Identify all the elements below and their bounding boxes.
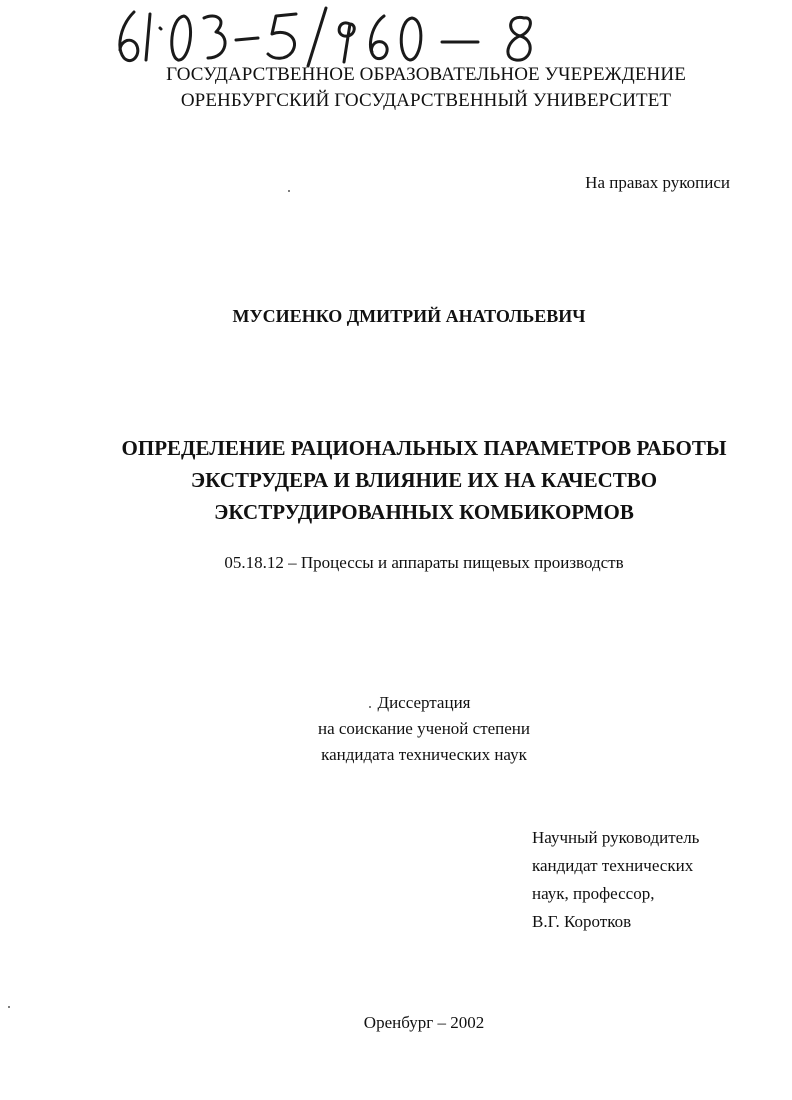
specialty-code: 05.18.12 – Процессы и аппараты пищевых производств xyxy=(224,553,624,572)
city-year: Оренбург – 2002 xyxy=(363,1013,485,1032)
manuscript-rights-note: На правах рукописи xyxy=(585,173,730,192)
supervisor-line-3: наук, профессор, xyxy=(532,884,655,903)
scan-speck xyxy=(288,190,290,192)
handwritten-registration-number xyxy=(112,4,572,70)
thesis-title xyxy=(0,432,792,528)
dissertation-block xyxy=(0,690,792,768)
supervisor-line-1: Научный руководитель xyxy=(532,828,700,847)
institution-line-1: ГОСУДАРСТВЕННОЕ ОБРАЗОВАТЕЛЬНОЕ УЧЕРЕЖДЕНИЕ xyxy=(166,64,686,85)
dissertation-line-1: Диссертация xyxy=(377,693,471,712)
thesis-title-line-1: ОПРЕДЕЛЕНИЕ РАЦИОНАЛЬНЫХ ПАРАМЕТРОВ РАБОТЫ xyxy=(121,436,727,460)
handwritten-number-drawing xyxy=(112,4,572,70)
author-name: МУСИЕНКО ДМИТРИЙ АНАТОЛЬЕВИЧ xyxy=(232,306,586,326)
scan-speck xyxy=(8,1006,10,1008)
dissertation-line-3: кандидата технических наук xyxy=(321,745,527,764)
thesis-title-line-3: ЭКСТРУДИРОВАННЫХ КОМБИКОРМОВ xyxy=(214,500,634,524)
supervisor-line-4: В.Г. Коротков xyxy=(532,912,632,931)
institution-line-2: ОРЕНБУРГСКИЙ ГОСУДАРСТВЕННЫЙ УНИВЕРСИТЕТ xyxy=(180,90,672,111)
scan-speck xyxy=(369,706,371,708)
supervisor-block xyxy=(532,824,699,936)
dissertation-line-2: на соискание ученой степени xyxy=(317,719,531,738)
supervisor-line-2: кандидат технических xyxy=(532,856,694,875)
thesis-title-line-2: ЭКСТРУДЕРА И ВЛИЯНИЕ ИХ НА КАЧЕСТВО xyxy=(190,468,658,492)
